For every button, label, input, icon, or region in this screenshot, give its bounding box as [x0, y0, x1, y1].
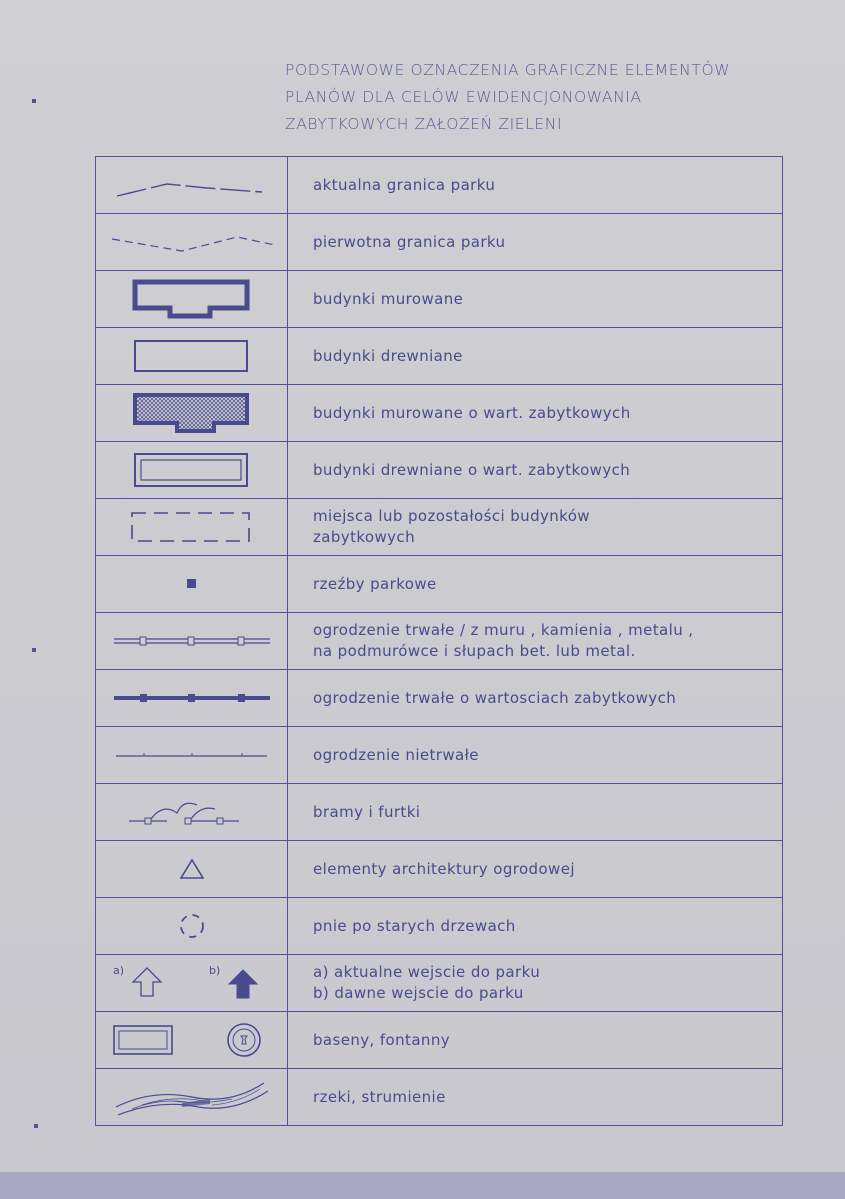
entrance-arrows-icon	[107, 960, 277, 1006]
legend-row	[96, 784, 783, 841]
description-line: miejsca lub pozostałości budynków	[313, 507, 590, 525]
description-line: budynki murowane o wart. zabytkowych	[313, 403, 631, 422]
description-line: rzeki, strumienie	[313, 1087, 446, 1106]
legend-row	[96, 670, 783, 727]
legend-row	[96, 271, 783, 328]
legend-description	[288, 442, 783, 499]
description-line: ogrodzenie nietrwałe	[313, 745, 479, 764]
legend-description	[288, 1012, 783, 1069]
description-line: pierwotna granica parku	[313, 232, 506, 251]
legend-row	[96, 556, 783, 613]
legend-row	[96, 157, 783, 214]
legend-symbol-cell	[96, 385, 288, 442]
legend-row	[96, 613, 783, 670]
gate-icon	[127, 795, 257, 829]
legend-row	[96, 898, 783, 955]
historic-permanent-fence-icon	[112, 691, 272, 705]
legend-row	[96, 727, 783, 784]
description-line: rzeźby parkowe	[313, 574, 437, 593]
legend-row	[96, 385, 783, 442]
description-line: na podmurówce i słupach bet. lub metal.	[313, 642, 636, 660]
legend-symbol-cell	[96, 328, 288, 385]
legend-symbol-cell	[96, 784, 288, 841]
description-line: aktualna granica parku	[313, 175, 496, 194]
legend-row	[96, 1012, 783, 1069]
margin-mark	[32, 99, 36, 103]
building-remains-icon	[129, 509, 254, 545]
legend-row	[96, 442, 783, 499]
margin-mark	[34, 1124, 38, 1128]
margin-mark	[32, 648, 36, 652]
description-line: ogrodzenie trwałe / z muru , kamienia , metalu ,	[313, 621, 694, 639]
wooden-building-icon	[132, 338, 252, 374]
description-line: budynki drewniane o wart. zabytkowych	[313, 460, 631, 479]
legend-row	[96, 841, 783, 898]
description-line: zabytkowych	[313, 528, 415, 546]
pool-fountain-icon	[112, 1020, 272, 1060]
legend-symbol-cell	[96, 442, 288, 499]
legend-symbol-cell	[96, 670, 288, 727]
legend-row	[96, 1069, 783, 1126]
description-line: budynki drewniane	[313, 346, 463, 365]
river-icon	[112, 1075, 272, 1119]
legend-description	[288, 271, 783, 328]
legend-symbol-cell	[96, 1069, 288, 1126]
legend-symbol-cell	[96, 556, 288, 613]
historic-wooden-building-icon	[132, 451, 252, 489]
marker-b-label: b)	[208, 964, 220, 977]
description-line: a) aktualne wejscie do parku	[313, 963, 541, 981]
legend-description	[288, 556, 783, 613]
legend-row	[96, 955, 783, 1012]
legend-row	[96, 499, 783, 556]
legend-description	[288, 898, 783, 955]
current-park-boundary-icon	[112, 170, 272, 200]
legend-description	[288, 784, 783, 841]
triangle-icon	[179, 858, 205, 880]
description-line: pnie po starych drzewach	[313, 916, 516, 935]
description-line: elementy architektury ogrodowej	[313, 859, 575, 878]
legend-symbol-cell	[96, 499, 288, 556]
description-line: bramy i furtki	[313, 802, 421, 821]
legend-symbol-cell	[96, 955, 288, 1012]
legend-symbol-cell	[96, 214, 288, 271]
legend-row	[96, 214, 783, 271]
sculpture-icon	[186, 578, 198, 590]
title-line: PLANÓW DLA CELÓW EWIDENCJONOWANIA	[285, 88, 642, 106]
description-line: budynki murowane	[313, 289, 464, 308]
brick-building-icon	[132, 278, 252, 320]
legend-description	[288, 157, 783, 214]
legend-symbol-cell	[96, 613, 288, 670]
legend-row	[96, 328, 783, 385]
description-line: b) dawne wejscie do parku	[313, 984, 524, 1002]
legend-symbol-cell	[96, 841, 288, 898]
legend-description	[288, 955, 783, 1012]
legend-symbol-cell	[96, 271, 288, 328]
legend-description	[288, 328, 783, 385]
description-line: baseny, fontanny	[313, 1030, 451, 1049]
legend-description	[288, 214, 783, 271]
description-line: ogrodzenie trwałe o wartosciach zabytkowych	[313, 688, 677, 707]
original-park-boundary-icon	[107, 227, 277, 257]
legend-description	[288, 841, 783, 898]
scan-bottom-strip	[0, 1172, 845, 1199]
title-line: PODSTAWOWE OZNACZENIA GRAFICZNE ELEMENTÓW	[285, 61, 731, 79]
historic-brick-building-icon	[132, 391, 252, 435]
legend-symbol-cell	[96, 727, 288, 784]
title-line: ZABYTKOWYCH ZAŁOŻEŃ ZIELENI	[285, 115, 563, 133]
legend-description	[288, 385, 783, 442]
legend-description	[288, 1069, 783, 1126]
legend-symbol-cell	[96, 157, 288, 214]
permanent-fence-icon	[112, 633, 272, 649]
temporary-fence-icon	[114, 749, 269, 761]
legend-description	[288, 613, 783, 670]
legend-description	[288, 670, 783, 727]
legend-description	[288, 727, 783, 784]
legend-description	[288, 499, 783, 556]
tree-stump-icon	[177, 911, 207, 941]
legend-symbol-cell	[96, 1012, 288, 1069]
marker-a-label: a)	[112, 964, 124, 977]
document-title	[285, 57, 830, 138]
legend-table	[95, 156, 783, 1126]
legend-symbol-cell	[96, 898, 288, 955]
